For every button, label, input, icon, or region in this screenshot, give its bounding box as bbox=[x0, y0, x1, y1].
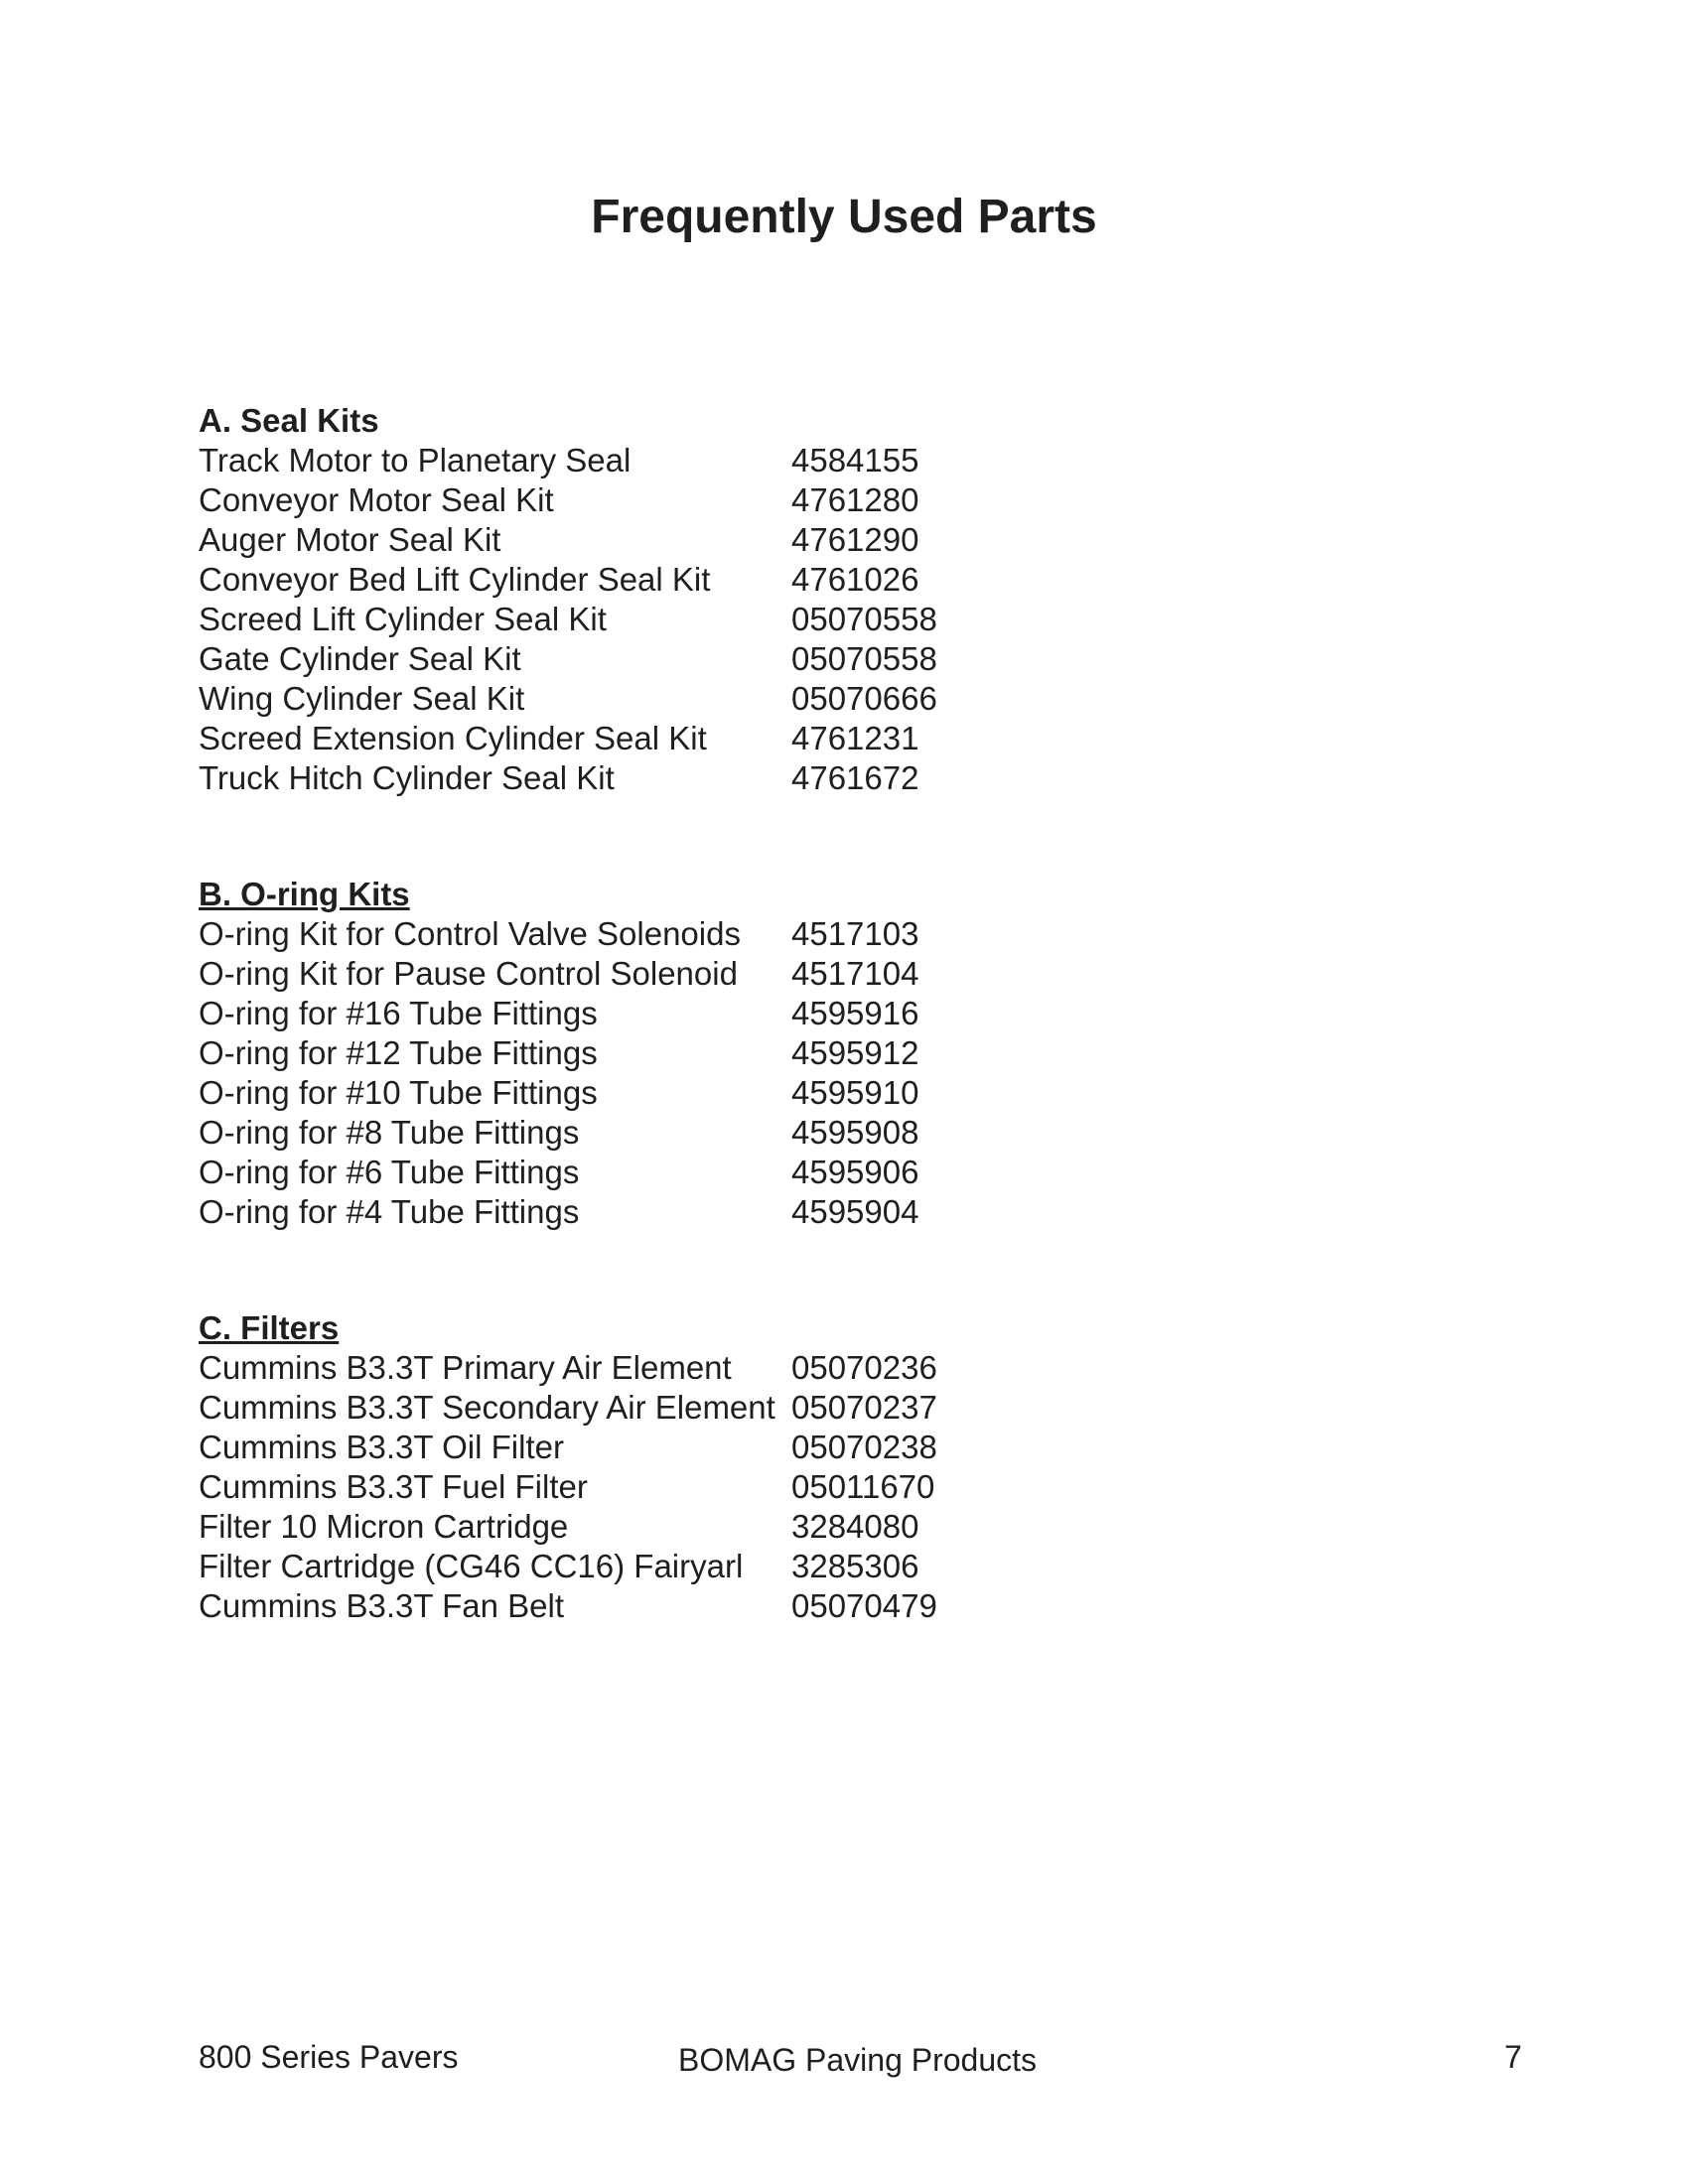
list-item bbox=[199, 1033, 1192, 1073]
part-number: 05070558 bbox=[791, 601, 937, 637]
part-name: Cummins B3.3T Fan Belt bbox=[199, 1587, 565, 1624]
part-number: 05070237 bbox=[791, 1389, 937, 1426]
footer-left-text: 800 Series Pavers bbox=[199, 2039, 459, 2075]
part-name: O-ring for #12 Tube Fittings bbox=[199, 1034, 598, 1071]
section-heading: B. O-ring Kits bbox=[199, 876, 410, 912]
part-name: Cummins B3.3T Secondary Air Element bbox=[199, 1389, 775, 1426]
list-item bbox=[199, 719, 1192, 758]
part-name: O-ring for #8 Tube Fittings bbox=[199, 1114, 580, 1151]
list-item bbox=[199, 758, 1192, 798]
part-name: O-ring Kit for Control Valve Solenoids bbox=[199, 915, 741, 952]
list-item bbox=[199, 1073, 1192, 1113]
part-name: Conveyor Bed Lift Cylinder Seal Kit bbox=[199, 561, 711, 598]
part-number: 4595916 bbox=[791, 995, 919, 1031]
list-item bbox=[199, 1586, 1192, 1626]
part-number: 05070236 bbox=[791, 1349, 937, 1386]
part-number: 3284080 bbox=[791, 1508, 919, 1545]
part-number: 4761280 bbox=[791, 481, 919, 518]
list-item bbox=[199, 1113, 1192, 1153]
list-item bbox=[199, 560, 1192, 600]
part-name: Track Motor to Planetary Seal bbox=[199, 442, 632, 478]
part-name: Gate Cylinder Seal Kit bbox=[199, 640, 521, 677]
part-number: 4517104 bbox=[791, 955, 919, 992]
part-name: Auger Motor Seal Kit bbox=[199, 521, 501, 558]
part-name: Wing Cylinder Seal Kit bbox=[199, 680, 525, 717]
part-name: Cummins B3.3T Primary Air Element bbox=[199, 1349, 732, 1386]
list-item bbox=[199, 914, 1192, 954]
part-number: 3285306 bbox=[791, 1548, 919, 1584]
section-heading: A. Seal Kits bbox=[199, 402, 379, 439]
part-name: Cummins B3.3T Oil Filter bbox=[199, 1429, 564, 1465]
list-item bbox=[199, 679, 1192, 719]
part-name: Cummins B3.3T Fuel Filter bbox=[199, 1468, 588, 1505]
part-name: O-ring for #4 Tube Fittings bbox=[199, 1193, 580, 1230]
section-o-ring-kits bbox=[199, 875, 1192, 1232]
page-title: Frequently Used Parts bbox=[591, 191, 1097, 243]
part-number: 05070558 bbox=[791, 640, 937, 677]
list-item bbox=[199, 954, 1192, 994]
list-item bbox=[199, 1507, 1192, 1547]
part-number: 4761026 bbox=[791, 561, 919, 598]
part-name: O-ring for #6 Tube Fittings bbox=[199, 1154, 580, 1190]
section-seal-kits bbox=[199, 401, 1192, 798]
section-filters bbox=[199, 1308, 1192, 1626]
part-number: 4595904 bbox=[791, 1193, 919, 1230]
footer-center-text: BOMAG Paving Products bbox=[678, 2042, 1038, 2078]
page-number: 7 bbox=[1504, 2039, 1522, 2075]
part-name: Screed Extension Cylinder Seal Kit bbox=[199, 720, 707, 756]
part-number: 4517103 bbox=[791, 915, 919, 952]
list-item bbox=[199, 1192, 1192, 1232]
list-item bbox=[199, 1547, 1192, 1586]
list-item bbox=[199, 1467, 1192, 1507]
part-number: 4595908 bbox=[791, 1114, 919, 1151]
part-name: O-ring Kit for Pause Control Solenoid bbox=[199, 955, 738, 992]
list-item bbox=[199, 441, 1192, 480]
part-name: Filter Cartridge (CG46 CC16) Fairyarl bbox=[199, 1548, 744, 1584]
part-name: O-ring for #10 Tube Fittings bbox=[199, 1074, 598, 1111]
part-number: 05070479 bbox=[791, 1587, 937, 1624]
list-item bbox=[199, 1428, 1192, 1467]
list-item bbox=[199, 639, 1192, 679]
part-name: Truck Hitch Cylinder Seal Kit bbox=[199, 759, 615, 796]
part-number: 05011670 bbox=[791, 1468, 935, 1505]
part-number: 05070238 bbox=[791, 1429, 937, 1465]
part-number: 4761290 bbox=[791, 521, 919, 558]
list-item bbox=[199, 520, 1192, 560]
list-item bbox=[199, 1153, 1192, 1192]
part-number: 4761672 bbox=[791, 759, 919, 796]
list-item bbox=[199, 480, 1192, 520]
part-number: 4595912 bbox=[791, 1034, 919, 1071]
part-name: Filter 10 Micron Cartridge bbox=[199, 1508, 569, 1545]
part-number: 4584155 bbox=[791, 442, 919, 478]
list-item bbox=[199, 600, 1192, 639]
part-number: 4595906 bbox=[791, 1154, 919, 1190]
list-item bbox=[199, 994, 1192, 1033]
list-item bbox=[199, 1388, 1192, 1428]
part-number: 05070666 bbox=[791, 680, 937, 717]
part-number: 4761231 bbox=[791, 720, 919, 756]
list-item bbox=[199, 1348, 1192, 1388]
part-name: O-ring for #16 Tube Fittings bbox=[199, 995, 598, 1031]
part-name: Screed Lift Cylinder Seal Kit bbox=[199, 601, 607, 637]
section-heading: C. Filters bbox=[199, 1309, 340, 1346]
part-name: Conveyor Motor Seal Kit bbox=[199, 481, 554, 518]
part-number: 4595910 bbox=[791, 1074, 919, 1111]
